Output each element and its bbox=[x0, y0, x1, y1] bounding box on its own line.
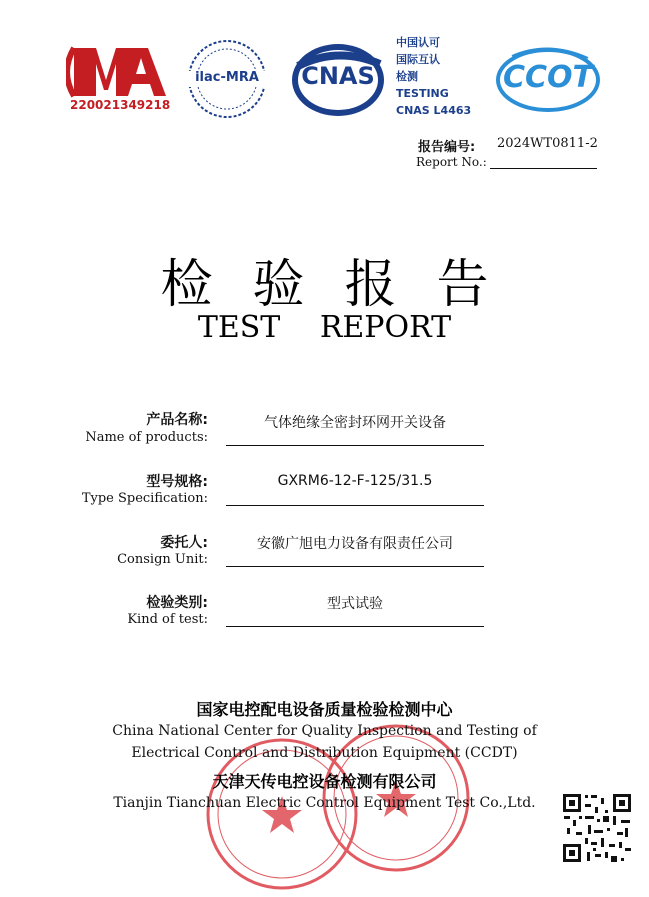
product-name-value: 气体绝缘全密封环网开关设备 bbox=[264, 415, 446, 431]
type-spec-underline bbox=[226, 505, 484, 506]
type-spec-label-en: Type Specification: bbox=[81, 491, 208, 506]
company-name-en: Tianjin Tianchuan Electric Control Equipment Test Co.,Ltd. bbox=[113, 795, 536, 811]
consign-unit-label-en: Consign Unit: bbox=[117, 552, 208, 567]
kind-of-test-label-cn: 检验类别: bbox=[146, 595, 208, 611]
qr-code-icon bbox=[561, 792, 633, 864]
consign-unit-value: 安徽广旭电力设备有限责任公司 bbox=[257, 536, 453, 552]
center-name-en-line2: Electrical Control and Distribution Equipment (CCDT) bbox=[131, 745, 518, 761]
cnas-accreditation-text bbox=[396, 34, 491, 119]
product-name-label-en: Name of products: bbox=[85, 430, 208, 445]
company-name-cn: 天津天传电控设备检测有限公司 bbox=[212, 772, 437, 791]
report-no-value: 2024WT0811-2 bbox=[497, 136, 598, 151]
product-name-label-cn: 产品名称: bbox=[146, 412, 208, 428]
cma-number: 220021349218 bbox=[70, 98, 171, 112]
report-no-label-en: Report No.: bbox=[416, 155, 487, 169]
report-no-label-cn: 报告编号: bbox=[418, 140, 476, 155]
product-name-underline bbox=[226, 445, 484, 446]
cnas-line-3: 检测 bbox=[396, 70, 418, 83]
title-cn: 检验报告 bbox=[160, 255, 529, 315]
center-name-en-line1: China National Center for Quality Inspection and Testing of bbox=[112, 723, 537, 739]
consign-unit-underline bbox=[226, 566, 484, 567]
cnas-line-4: TESTING bbox=[396, 87, 449, 100]
title-en: TEST REPORT bbox=[197, 310, 452, 345]
ccot-logo-text: CCOT bbox=[503, 60, 593, 95]
type-spec-value: GXRM6-12-F-125/31.5 bbox=[277, 473, 433, 489]
kind-of-test-label-en: Kind of test: bbox=[127, 612, 208, 627]
cnas-line-5: CNAS L4463 bbox=[396, 104, 472, 117]
cnas-logo-text: CNAS bbox=[301, 62, 375, 90]
cnas-line-2: 国际互认 bbox=[396, 53, 440, 66]
ilac-mra-text: ilac-MRA bbox=[195, 70, 259, 85]
cnas-line-1: 中国认可 bbox=[396, 36, 440, 49]
consign-unit-label-cn: 委托人: bbox=[160, 535, 208, 551]
center-name-cn: 国家电控配电设备质量检验检测中心 bbox=[196, 700, 453, 719]
type-spec-label-cn: 型号规格: bbox=[146, 474, 208, 490]
kind-of-test-underline bbox=[226, 626, 484, 627]
kind-of-test-value: 型式试验 bbox=[327, 596, 383, 612]
report-no-underline bbox=[490, 168, 597, 169]
